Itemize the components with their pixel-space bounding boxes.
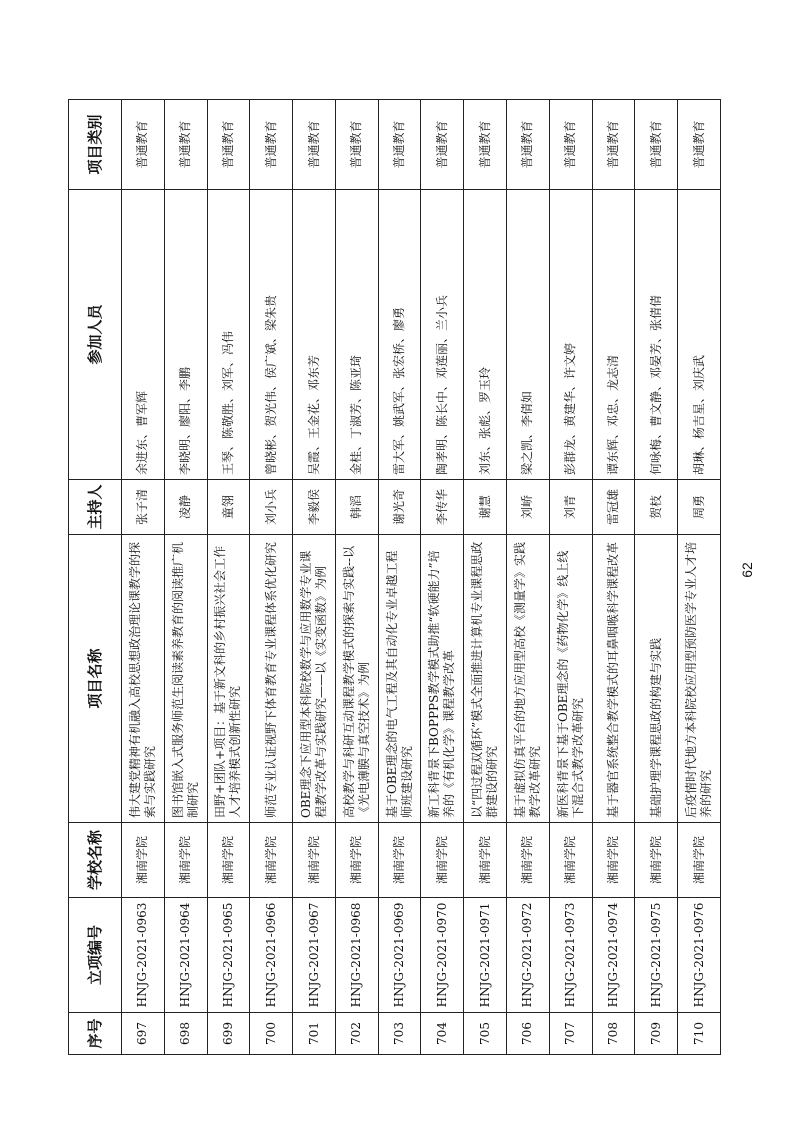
page-number: 62 bbox=[739, 562, 755, 578]
row-project-name: 基础护理学课程思政的构建与实践 bbox=[635, 535, 678, 823]
row-category: 普通教育 bbox=[592, 100, 635, 190]
row-seq: 703 bbox=[378, 1013, 421, 1055]
row-seq: 709 bbox=[635, 1013, 678, 1055]
row-school: 湘南学院 bbox=[122, 823, 165, 898]
table-row bbox=[164, 100, 207, 1055]
row-host: 韩滔 bbox=[335, 480, 378, 535]
row-seq: 698 bbox=[164, 1013, 207, 1055]
row-seq: 702 bbox=[335, 1013, 378, 1055]
row-school: 湘南学院 bbox=[293, 823, 336, 898]
row-code: HNJG-2021-0974 bbox=[592, 898, 635, 1013]
table-header-row bbox=[69, 100, 122, 1055]
header-code: 立项编号 bbox=[69, 898, 122, 1013]
header-name: 项目名称 bbox=[69, 535, 122, 823]
row-category: 普通教育 bbox=[250, 100, 293, 190]
table-row bbox=[678, 100, 721, 1055]
row-host: 刘小兵 bbox=[250, 480, 293, 535]
row-host: 童翎 bbox=[207, 480, 250, 535]
table-row bbox=[421, 100, 464, 1055]
table-row bbox=[335, 100, 378, 1055]
row-category: 普通教育 bbox=[464, 100, 507, 190]
row-code: HNJG-2021-0963 bbox=[122, 898, 165, 1013]
row-project-name: 基于OBE理念的电气工程及其自动化专业卓越工程师班建设研究 bbox=[378, 535, 421, 823]
row-members: 陶孝明、陈长中、邓莲丽、兰小兵 bbox=[421, 190, 464, 480]
row-seq: 700 bbox=[250, 1013, 293, 1055]
table-row bbox=[293, 100, 336, 1055]
row-host: 刘峤 bbox=[507, 480, 550, 535]
row-host: 周勇 bbox=[678, 480, 721, 535]
table-body bbox=[122, 100, 721, 1055]
row-seq: 710 bbox=[678, 1013, 721, 1055]
row-seq: 705 bbox=[464, 1013, 507, 1055]
row-category: 普通教育 bbox=[549, 100, 592, 190]
table-row bbox=[507, 100, 550, 1055]
row-seq: 706 bbox=[507, 1013, 550, 1055]
row-seq: 701 bbox=[293, 1013, 336, 1055]
table-row bbox=[378, 100, 421, 1055]
row-code: HNJG-2021-0976 bbox=[678, 898, 721, 1013]
row-project-name: 田野+团队+项目：基于新文科的乡村振兴社会工作人才培养模式创新性研究 bbox=[207, 535, 250, 823]
row-code: HNJG-2021-0972 bbox=[507, 898, 550, 1013]
row-seq: 697 bbox=[122, 1013, 165, 1055]
row-project-name: 高校教学与科研互动课程教学模式的探索与实践--以《光电薄膜与真空技术》为例 bbox=[335, 535, 378, 823]
row-members: 胡琳、杨吉星、刘庆武 bbox=[678, 190, 721, 480]
row-project-name: OBE理念下应用型本科院校数学与应用数学专业课程教学改革与实践研究——以《实变函数》为例 bbox=[293, 535, 336, 823]
row-category: 普通教育 bbox=[164, 100, 207, 190]
header-members: 参加人员 bbox=[69, 190, 122, 480]
header-category: 项目类别 bbox=[69, 100, 122, 190]
row-project-name: 师范专业认证视野下体育教育专业课程体系优化研究 bbox=[250, 535, 293, 823]
row-category: 普通教育 bbox=[293, 100, 336, 190]
row-members: 王琴、陈敬胜、刘军、冯伟 bbox=[207, 190, 250, 480]
row-members: 金桂、丁淑芳、陈亚琦 bbox=[335, 190, 378, 480]
row-host: 谢光奇 bbox=[378, 480, 421, 535]
table-row bbox=[549, 100, 592, 1055]
row-school: 湘南学院 bbox=[335, 823, 378, 898]
row-code: HNJG-2021-0968 bbox=[335, 898, 378, 1013]
row-seq: 704 bbox=[421, 1013, 464, 1055]
header-seq: 序号 bbox=[69, 1013, 122, 1055]
row-school: 湘南学院 bbox=[592, 823, 635, 898]
row-host: 雷冠雄 bbox=[592, 480, 635, 535]
row-members: 刘东、张彪、罗玉玲 bbox=[464, 190, 507, 480]
row-seq: 707 bbox=[549, 1013, 592, 1055]
row-members: 曾晓彬、贺光伟、侯广斌、梁朱贵 bbox=[250, 190, 293, 480]
row-school: 湘南学院 bbox=[464, 823, 507, 898]
row-school: 湘南学院 bbox=[678, 823, 721, 898]
row-category: 普通教育 bbox=[635, 100, 678, 190]
table-row bbox=[592, 100, 635, 1055]
row-category: 普通教育 bbox=[507, 100, 550, 190]
row-school: 湘南学院 bbox=[378, 823, 421, 898]
row-category: 普通教育 bbox=[122, 100, 165, 190]
row-category: 普通教育 bbox=[678, 100, 721, 190]
row-host: 李传华 bbox=[421, 480, 464, 535]
row-school: 湘南学院 bbox=[250, 823, 293, 898]
row-members: 余进东、曹军辉 bbox=[122, 190, 165, 480]
row-members: 梁之凯、李倩如 bbox=[507, 190, 550, 480]
row-project-name: 新工科背景下BOPPPS教学模式助推“软硬能力”培养的《有机化学》课程教学改革 bbox=[421, 535, 464, 823]
row-school: 湘南学院 bbox=[207, 823, 250, 898]
row-project-name: 基于虚拟仿真平台的地方应用型高校《测量学》实践教学改革研究 bbox=[507, 535, 550, 823]
row-members: 雷大军、姚武军、张宏桥、廖勇 bbox=[378, 190, 421, 480]
row-host: 张子清 bbox=[122, 480, 165, 535]
row-category: 普通教育 bbox=[335, 100, 378, 190]
project-table bbox=[68, 99, 721, 1055]
row-code: HNJG-2021-0966 bbox=[250, 898, 293, 1013]
table-row bbox=[250, 100, 293, 1055]
row-code: HNJG-2021-0969 bbox=[378, 898, 421, 1013]
row-category: 普通教育 bbox=[378, 100, 421, 190]
row-host: 谢慧 bbox=[464, 480, 507, 535]
row-members: 何咏梅、曹文静、邓晏芳、张倩倩 bbox=[635, 190, 678, 480]
header-school: 学校名称 bbox=[69, 823, 122, 898]
row-host: 凌静 bbox=[164, 480, 207, 535]
row-host: 刘青 bbox=[549, 480, 592, 535]
row-members: 李晓明、廖阳、李鹏 bbox=[164, 190, 207, 480]
header-host: 主持人 bbox=[69, 480, 122, 535]
row-category: 普通教育 bbox=[421, 100, 464, 190]
row-code: HNJG-2021-0970 bbox=[421, 898, 464, 1013]
row-project-name: 伟大建党精神有机融入高校思想政治理论课教学的探索与实践研究 bbox=[122, 535, 165, 823]
row-school: 湘南学院 bbox=[549, 823, 592, 898]
rotated-table-container bbox=[68, 100, 721, 1055]
table-row bbox=[464, 100, 507, 1055]
row-school: 湘南学院 bbox=[635, 823, 678, 898]
row-project-name: 后疫情时代地方本科院校应用型预防医学专业人才培养的研究 bbox=[678, 535, 721, 823]
row-seq: 708 bbox=[592, 1013, 635, 1055]
row-school: 湘南学院 bbox=[164, 823, 207, 898]
row-category: 普通教育 bbox=[207, 100, 250, 190]
row-code: HNJG-2021-0971 bbox=[464, 898, 507, 1013]
table-row bbox=[122, 100, 165, 1055]
row-project-name: 基于器官系统整合教学模式的耳鼻咽喉科学课程改革 bbox=[592, 535, 635, 823]
row-seq: 699 bbox=[207, 1013, 250, 1055]
row-code: HNJG-2021-0964 bbox=[164, 898, 207, 1013]
row-school: 湘南学院 bbox=[421, 823, 464, 898]
row-members: 彭群龙、黄建华、许文婷 bbox=[549, 190, 592, 480]
row-host: 贺枝 bbox=[635, 480, 678, 535]
row-host: 李毅侯 bbox=[293, 480, 336, 535]
row-members: 吴霞、王金花、邓东芳 bbox=[293, 190, 336, 480]
row-code: HNJG-2021-0973 bbox=[549, 898, 592, 1013]
table-row bbox=[207, 100, 250, 1055]
row-project-name: 以“四过程双循环”模式全面推进计算机专业课程思政群建设的研究 bbox=[464, 535, 507, 823]
row-code: HNJG-2021-0965 bbox=[207, 898, 250, 1013]
row-members: 谭东辉、邓忠、龙志清 bbox=[592, 190, 635, 480]
row-code: HNJG-2021-0975 bbox=[635, 898, 678, 1013]
row-project-name: 新医科背景下基于OBE理念的《药物化学》线上线下混合式教学改革研究 bbox=[549, 535, 592, 823]
row-code: HNJG-2021-0967 bbox=[293, 898, 336, 1013]
table-row bbox=[635, 100, 678, 1055]
row-project-name: 图书馆嵌入式服务师范生阅读素养教育的阅读推广机制研究 bbox=[164, 535, 207, 823]
row-school: 湘南学院 bbox=[507, 823, 550, 898]
